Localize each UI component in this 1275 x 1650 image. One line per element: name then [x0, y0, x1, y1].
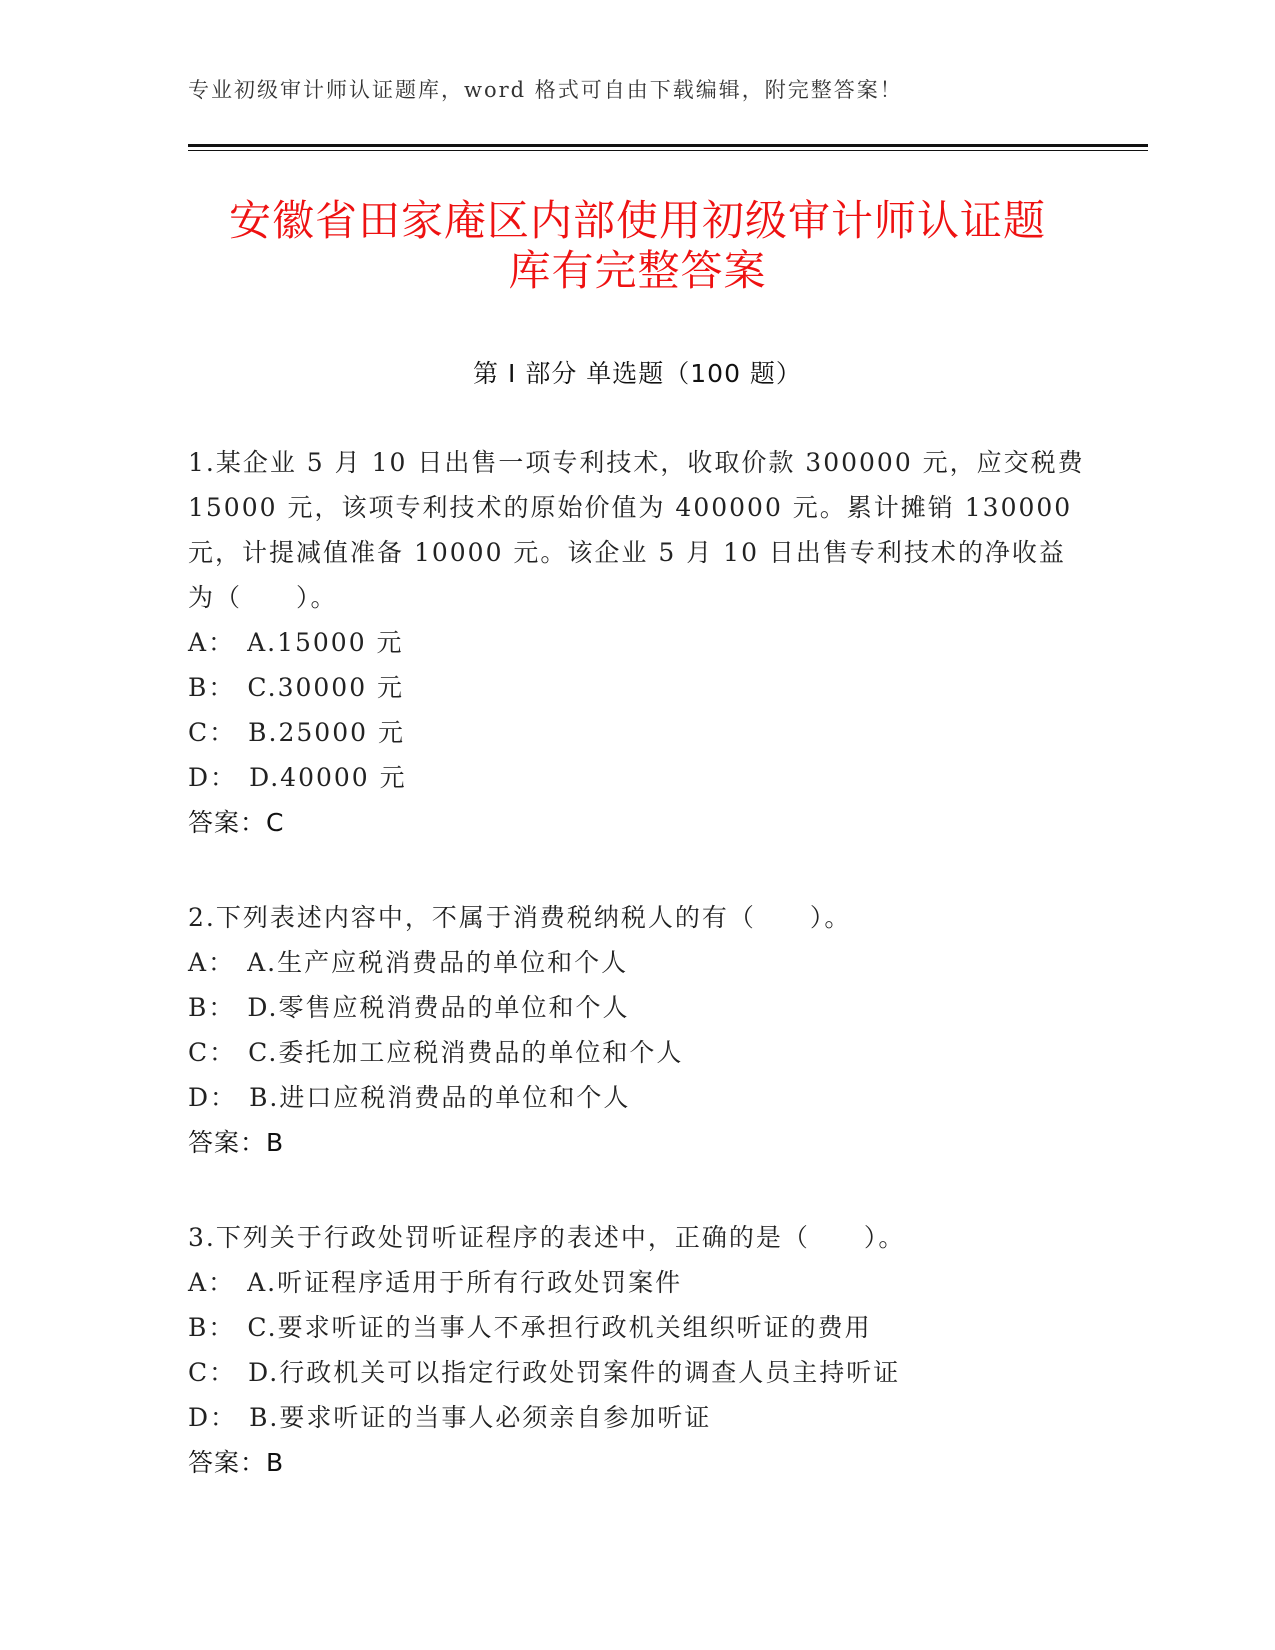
- document-title-line-2: 库有完整答案: [508, 246, 767, 295]
- option-separator: ：: [209, 1038, 237, 1067]
- option-separator: ：: [208, 993, 236, 1022]
- option-c: [188, 1350, 1088, 1395]
- answer-line: 答案：B: [188, 1448, 285, 1477]
- question-stem: 1.某企业 5 月 10 日出售一项专利技术，收取价款 300000 元，应交税费 15000 元，该项专利技术的原始价值为 400000 元。累计摊销 130000 元，计提减值准备 10000 元。该企业 5 月 10 日出售专利技术的净收益为（ ）。: [188, 448, 1085, 612]
- option-letter: C: [188, 1358, 210, 1387]
- option-letter: C: [188, 718, 210, 747]
- option-letter: A: [188, 948, 209, 977]
- answer-line: 答案：B: [188, 1128, 285, 1157]
- document-title-line-1: 安徽省田家庵区内部使用初级审计师认证题: [228, 196, 1046, 245]
- question-2: [188, 895, 1088, 1165]
- header-divider-thin: [188, 150, 1148, 151]
- option-separator: ：: [208, 1313, 236, 1342]
- option-d: [188, 755, 1088, 800]
- option-text: C.30000 元: [247, 673, 405, 702]
- option-a: [188, 1260, 1088, 1305]
- option-text: A.生产应税消费品的单位和个人: [247, 948, 629, 977]
- option-letter: D: [188, 763, 211, 792]
- option-separator: ：: [210, 1403, 238, 1432]
- question-3: [188, 1215, 1088, 1485]
- option-separator: ：: [208, 673, 236, 702]
- option-b: [188, 985, 1088, 1030]
- option-text: C.委托加工应税消费品的单位和个人: [248, 1038, 684, 1067]
- option-b: [188, 1305, 1088, 1350]
- option-letter: A: [188, 1268, 209, 1297]
- option-text: B.进口应税消费品的单位和个人: [249, 1083, 631, 1112]
- option-text: B.25000 元: [248, 718, 405, 747]
- header-divider-thick: [188, 144, 1148, 147]
- option-text: A.15000 元: [247, 628, 404, 657]
- option-text: D.零售应税消费品的单位和个人: [247, 993, 630, 1022]
- section-heading: 第 I 部分 单选题（100 题）: [473, 359, 802, 388]
- option-text: A.听证程序适用于所有行政处罚案件: [247, 1268, 683, 1297]
- option-letter: D: [188, 1083, 211, 1112]
- option-separator: ：: [209, 1358, 237, 1387]
- option-c: [188, 1030, 1088, 1075]
- option-letter: B: [188, 1313, 209, 1342]
- question-list: [188, 440, 1088, 1535]
- option-separator: ：: [208, 628, 236, 657]
- question-stem: 3.下列关于行政处罚听证程序的表述中，正确的是（ ）。: [188, 1223, 906, 1252]
- option-a: [188, 620, 1088, 665]
- question-1: [188, 440, 1088, 845]
- option-d: [188, 1395, 1088, 1440]
- option-a: [188, 940, 1088, 985]
- option-separator: ：: [208, 1268, 236, 1297]
- option-letter: D: [188, 1403, 211, 1432]
- option-text: D.40000 元: [249, 763, 407, 792]
- answer-line: 答案：C: [188, 808, 285, 837]
- option-letter: B: [188, 993, 209, 1022]
- option-text: C.要求听证的当事人不承担行政机关组织听证的费用: [247, 1313, 872, 1342]
- option-separator: ：: [210, 763, 238, 792]
- option-separator: ：: [209, 718, 237, 747]
- option-letter: C: [188, 1038, 210, 1067]
- option-d: [188, 1075, 1088, 1120]
- option-separator: ：: [210, 1083, 238, 1112]
- header-note: 专业初级审计师认证题库，word 格式可自由下载编辑，附完整答案！: [188, 78, 903, 102]
- option-c: [188, 710, 1088, 755]
- option-letter: A: [188, 628, 209, 657]
- option-b: [188, 665, 1088, 710]
- option-separator: ：: [208, 948, 236, 977]
- option-letter: B: [188, 673, 209, 702]
- option-text: B.要求听证的当事人必须亲自参加听证: [249, 1403, 712, 1432]
- question-stem: 2.下列表述内容中，不属于消费税纳税人的有（ ）。: [188, 903, 852, 932]
- document-title: [150, 196, 1125, 296]
- option-text: D.行政机关可以指定行政处罚案件的调查人员主持听证: [248, 1358, 901, 1387]
